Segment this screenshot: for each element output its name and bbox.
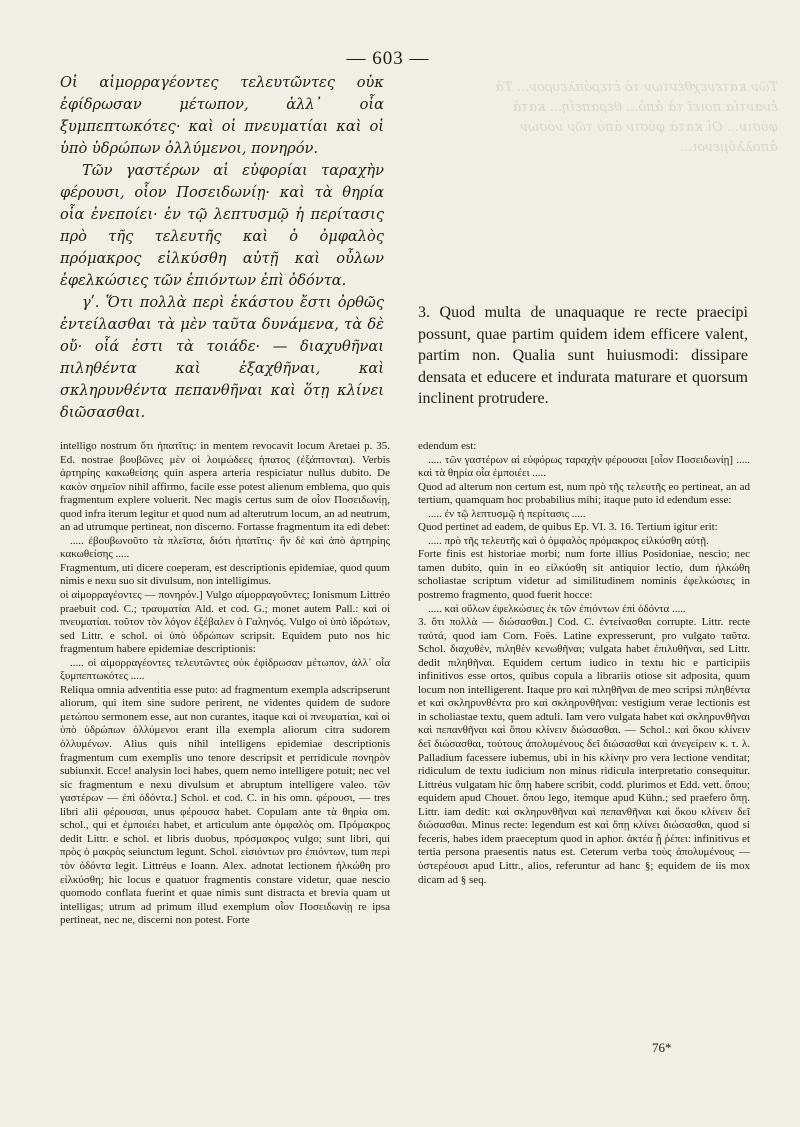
quoted-fragment: ..... ἐβουβωνοῦτο τὰ πλεῖστα, διότι ἡπατῖτις· ἣν δὲ καὶ ἀπὸ ἀρτηρίης κακωθείσης ..... — [60, 534, 390, 561]
bleed-through-text: Τῶν κατενεχθέντων τὸ ἑτερόπλευρον... Τὰ ἐναντία ποιεῖ τὰ ἀπὸ... θεραπείη... κατὰ φύσιν... Οἱ κατὰ φύσιν ἀπὸ τῶν νόσων ἀπολλύμενοι... — [495, 80, 778, 155]
note-paragraph: οἱ αἱμορραγέοντες — πονηρόν.] Vulgo αἱμορραγοῦντες; Ionismum Littréo praebuit cod. C.; τραυματίαι Ald. et cod. G.; monet autem Pall.: καὶ οἱ πνευματίαι. τοῦτον τὸν λόγον ἐξέβαλεν ὁ Γαληνός. Vulgo οἱ ὑπὸ ἰδρώτων, sed Littr. e schol. οἱ ὑπὸ ὑδρώπων scripsit. Equidem puto nos hic fragmentum habere epidemiae descriptionis: — [60, 589, 390, 656]
note-paragraph: edendum est: — [418, 440, 477, 452]
greek-paragraph: Οἱ αἱμορραγέοντες τελευτῶντες οὐκ ἐφίδρωσαν μέτωπον, ἀλλ᾽ οἷα ξυμπεπτωκότες· καὶ οἱ πνευματίαι καὶ οἱ ὑπὸ ὑδρώπων ὀλλύμενοι, πονηρόν. — [60, 74, 384, 157]
quoted-fragment: ..... ἐν τῷ λεπτυσμῷ ἡ περίτασις ..... — [428, 507, 586, 520]
latin-translation — [418, 302, 748, 410]
latin-paragraph: 3. Quod multa de unaquaque re recte praecipi possunt, quae partim quidem idem efficere valent, partim non. Qualia sunt huiusmodi: dissipare densata et educere et indurata maturare et quorsum inclinent protrudere. — [418, 304, 748, 407]
signature-mark: 76* — [652, 1040, 672, 1055]
page-number: — 603 — — [346, 48, 430, 69]
greek-passage — [60, 72, 384, 424]
footnotes-right-column — [418, 440, 750, 887]
note-paragraph: 3. ὅτι πολλὰ — διώσασθαι.] Cod. C. ἐντείνασθαι corrupte. Littr. recte ταὐτά, quod iam Corn. Foës. Latine expresserunt, pro vulgato ταῦτα. Schol. διαχυθὲν, πιληθὲν κενωθῆναι; vulgata habet ἐπιλυθῆναι, sed Littr. dedit πιληθῆναι. Equidem certum iudico in textu hic e participiis infinitivos esse ortos, quibus copula a librariis otiose sit adposita, quum locum non intelligerent. Itaque pro καὶ πιληθῆναι de meo scripsi πιληθέντα et καὶ σκληρυνθέντα pro καὶ σκληρυνθῆναι: vestigium verae lectionis est in scholiastae textu, quem adtuli. Iam vero vulgata habet καὶ σκληρυνθῆναι καὶ πεπανθῆναι καὶ ὅπου κλίνειν διώσασθαι. — Schol.: καὶ ὅκου κλίνειν δεῖ διώσασθαι, τούτους ἀπολυμένους δεῖ διώσασθαι καὶ ἀνεγείρειν κ. τ. λ. Palladium facessere iubemus, ubi in his κλίνην pro vera lectione venditat; ridiculum de textu iudicium non minus ridicula interpretatio consequitur. Littréus vulgatam hic ὅπῃ habere scribit, codd. plurimos et Edd. vett. ὅπου; equidem apud Chouet. ὅπου lego, itemque apud Kühn.; sed praefero ὅπῃ. Littr. iam dedit: καὶ σκληρυνθῆναι καὶ πεπανθῆναι καὶ ὅκου κλίνειν δεῖ διώσασθαι. Minus recte: legendum est καὶ ὅπῃ κλίνει διώσασθαι, quod si feceris, habes idem praeceptum quod in aphor. ἀκτέα ᾗ ῥέπει: infinitivus et tertia persona praesentis natus est. Ceterum verba τοὺς ἀπολυμένους — ὑστερέουσι apud Littr., alios, referuntur ad hanc §; equidem de iis mox dicam ad § seq. — [418, 616, 750, 886]
quoted-fragment: ..... οἱ αἱμορραγέοντες τελευτῶντες οὐκ ἐφίδρωσαν μέτωπον, ἀλλ᾽ οἷα ξυμπεπτωκότες ..... — [60, 656, 390, 683]
greek-paragraph: Τῶν γαστέρων αἱ εὐφορίαι ταραχὴν φέρουσι, οἷον Ποσειδωνίῃ· καὶ τὰ θηρία οἷα ἐνεποίει· ἐν τῷ λεπτυσμῷ ἡ περίτασις πρὸ τῆς τελευτῆς καὶ ὁ ὀμφαλὸς πρόμακρος εἰλκύσθη αὐτῇ καὶ οὖλων ἐφελκώσιες τῶν ἐπιόντων ἐπὶ ὀδόντα. — [60, 162, 384, 289]
footnotes-left-column — [60, 440, 390, 928]
quoted-fragment: ..... πρὸ τῆς τελευτῆς καὶ ὁ ὀμφαλὸς πρόμακρος εἰλκύσθη αὐτῇ. — [428, 534, 709, 547]
note-paragraph: Reliqua omnia adventitia esse puto: ad fragmentum exempla adscripserunt aliorum, qui item sine sudore perirent, ne videntes quidem de sudore μετώπου sermonem esse, aut non curantes, itaque καὶ οἱ πνευματίαι, καὶ οἱ ὑπὸ ὑδρώπων ὀλλύμενοι erant illa exempla aliorum citra sudorem ὀλλυμένων. Alius quis nihil intelligens epidemiae descriptionis fragmentum cum exemplis uno tenore descripsit et perridicule πονηρὸν subiunxit. Ecce! analysin loci habes, quem nemo intelligere potuit; nec vel sic fragmentum e nexu divulsum et abruptum intelligere valeo. τῶν γαστέρων — ἐπὶ ὀδόντα.] Schol. et cod. C. in his omn. φέρουσι, — tres libri alii φέρουσαι, unus φέρουσα habet. Copulam ante τὰ θηρία om. schol., qui et ἐμποιέει habet, et articulum ante ὀμφαλὸς om. Πρόμακρος dedit Littr. e schol. et libris duobus, πρόσμακρος vulgo; sunt libri, qui πρὸς ὁ μακρὸς seiunctum legunt. Schol. εἰσιόντων pro ἐπιόντων, tum περὶ τὸν ὀδόντα legit. Littréus e Ioann. Alex. adnotat lectionem ἠλκώθη pro εἰλκύσθη; hic locus e quatuor fragmentis constare videtur, quae nescio quomodo conflata fuerint et quae nimis sunt distracta et brevia quam ut intelligas; utrum ad primum illud exemplum οἷον Ποσειδωνίῃ re ipsa pertineat, nec ne, discerni non potest. Forte — [60, 683, 390, 927]
greek-paragraph: γʹ. Ὅτι πολλὰ περὶ ἑκάστου ἔστι ὀρθῶς ἐντείλασθαι τὰ μὲν ταῦτα δυνάμενα, τὰ δὲ οὔ· οἷά ἐστι τὰ τοιάδε· — διαχυθῆναι πιληθέντα καὶ ἐξαχθῆναι, καὶ σκληρυνθέντα πεπανθῆναι καὶ ὅτῃ κλίνει διῶσασθαι. — [60, 294, 384, 421]
quoted-fragment: ..... τῶν γαστέρων αἱ εὐφόρως ταραχὴν φέρουσαι [οἷον Ποσειδωνίῃ] ..... καὶ τὰ θηρία οἷα ἐμποιέει ..... — [418, 453, 750, 480]
note-paragraph: Forte finis est historiae morbi; num forte illius Posidoniae, nescio; nec tamen dubito, quin in eo εἰλκύσθη sit antiquior lectio, dum ἡλκώθη scholiastae scriptum videtur ad similitudinem nominis ἐφελκώσιες in postremo fragmento, quod fuerit hocce: — [418, 548, 750, 602]
note-paragraph: intelligo nostrum ὅτι ἡπατῖτις: in mentem revocavit locum Aretaei p. 35. Ed. nostrae βουβῶνες μὲν οἱ λοιμώδεες ἡπατος (ἐξάπτονται). Verbis ἀρτηρίης κακωθείσης quin aspera arteria respiciatur nullus dubito. De κακὸν σημεῖον nihil affirmo, facile esse potest alienum emblema, quo quis fragmentum explere voluerit. Nec magis certus sum de οἷον Ποσειδωνίῃ, quod infra iterum legitur et quod num ad alterutrum locum, an ad neutrum, an ad utrumque pertineat, non discerno. Fortasse fragmentum ita edi debet: — [60, 440, 390, 534]
note-paragraph: Fragmentum, uti dicere coeperam, est descriptionis epidemiae, quod quum nimis e nexu suo sit divulsum, non intelligimus. — [60, 561, 390, 588]
quoted-fragment: ..... καὶ οὔλων ἐφελκώσιες ἐκ τῶν ἐπιόντων ἐπὶ ὀδόντα ..... — [428, 602, 686, 615]
note-paragraph: Quod pertinet ad eadem, de quibus Ep. VI. 3. 16. Tertium igitur erit: — [418, 521, 718, 534]
note-paragraph: Quod ad alterum non certum est, num πρὸ τῆς τελευτῆς eo pertineat, an ad tertium, quamquam hoc probabilius mihi; itaque puto id edendum esse: — [418, 480, 750, 507]
